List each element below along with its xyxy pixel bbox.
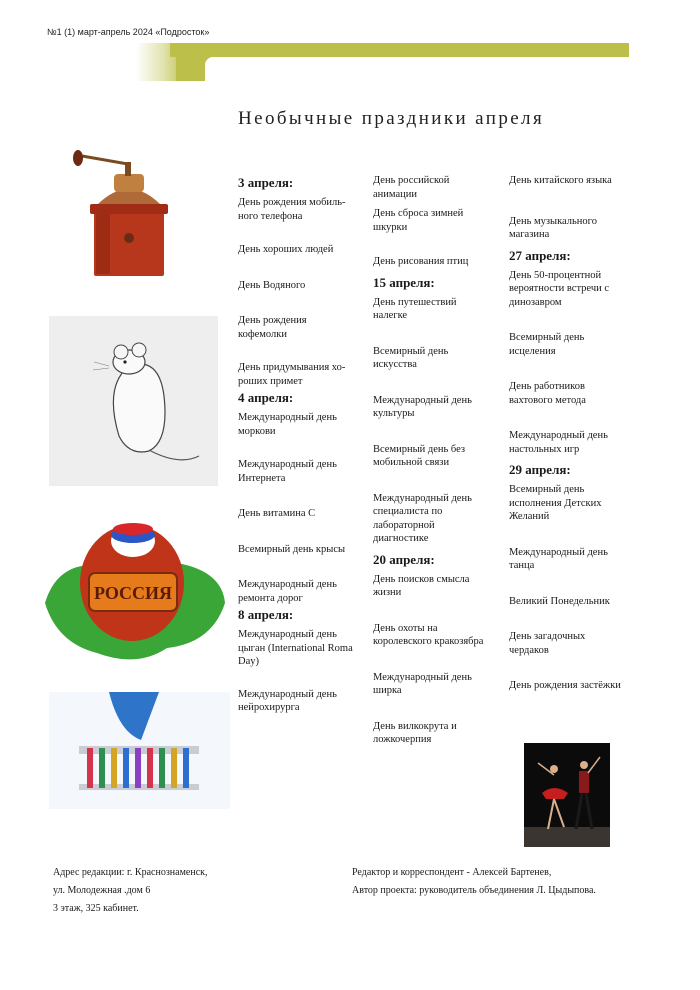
holiday-item: День сброса зимней шкурки: [373, 208, 464, 233]
holiday-item: День работников вахтового метода: [509, 381, 586, 406]
holiday-item: День рисования птиц: [373, 256, 469, 267]
holiday-item: День хороших людей: [238, 244, 334, 255]
address-line: ул. Молодежная .дом 6: [53, 885, 151, 896]
holiday-item: День придумывания хо- роших примет: [238, 362, 346, 387]
holiday-item: Международный день танца: [509, 546, 608, 571]
header-band-fade: [136, 43, 176, 81]
bear-banner-text: РОССИЯ: [93, 583, 173, 603]
holiday-item: День поисков смысла жизни: [373, 573, 470, 598]
holiday-item: Международный день ширка: [373, 671, 472, 696]
russia-bear-map-image: [37, 493, 230, 668]
rat-illustration: [49, 316, 218, 486]
date-heading: 3 апреля:: [238, 175, 294, 190]
page-title: Необычные праздники апреля: [238, 108, 545, 129]
date-heading: 20 апреля:: [373, 551, 435, 567]
holiday-item: Всемирный день исцеления: [509, 332, 585, 357]
holiday-item: Всемирный день искусства: [373, 345, 449, 370]
holiday-item: День музыкального магазина: [509, 215, 597, 240]
holiday-column-1: [238, 175, 356, 715]
credits-line: Редактор и корреспондент - Алексей Бартенев,: [352, 867, 552, 878]
holiday-item: День путешествий налегке: [373, 296, 457, 321]
holiday-item: Международный день моркови: [238, 412, 337, 437]
editorial-address: [53, 864, 208, 918]
holiday-column-2: [373, 174, 491, 747]
header-band: [170, 43, 629, 57]
holiday-item: День рождения мобиль- ного телефона: [238, 197, 346, 222]
holiday-item: День охоты на королевского кракозябра: [373, 622, 484, 647]
editorial-credits: [352, 864, 596, 900]
holiday-item: День 50-процентной вероятности встречи с динозавром: [509, 269, 610, 308]
holiday-item: День Водяного: [238, 279, 306, 291]
holiday-item: День вилкокрута и ложкочерпия: [373, 720, 457, 745]
holiday-item: День китайского языка: [509, 175, 612, 186]
issue-label: №1 (1) март-апрель 2024 «Подросток»: [47, 27, 210, 37]
holiday-item: Международный день Интернета: [238, 459, 337, 484]
holiday-item: Международный день культуры: [373, 394, 472, 419]
header-band-notch: [205, 57, 629, 81]
holiday-item: Международный день настольных игр: [509, 430, 608, 455]
holiday-item: Международный день нейрохирурга: [238, 688, 337, 713]
lab-test-tubes-image: [49, 692, 230, 809]
holiday-item: День рождения кофемолки: [238, 315, 307, 340]
date-heading: 8 апреля:: [238, 607, 294, 622]
holiday-item: Всемирный день крысы: [238, 543, 346, 555]
coffee-grinder-image: [68, 148, 188, 284]
credits-line: Автор проекта: руководитель объединения Л. Цыдыпова.: [352, 885, 596, 896]
holiday-item: День рождения застёжки: [509, 680, 621, 691]
holiday-item: Международный день ремонта дорог: [238, 579, 337, 604]
holiday-item: День российской анимации: [373, 175, 450, 200]
holiday-item: Международный день цыган (International Roma Day): [238, 629, 353, 667]
holiday-item: Великий Понедельник: [509, 595, 610, 607]
date-heading: 29 апреля:: [509, 462, 571, 477]
address-line: 3 этаж, 325 кабинет.: [53, 903, 139, 914]
holiday-column-3: [509, 174, 629, 693]
address-line: Адрес редакции: г. Краснознаменск,: [53, 867, 208, 878]
holiday-item: Всемирный день без мобильной связи: [373, 443, 466, 468]
ballet-dancers-image: [524, 743, 610, 847]
date-heading: 15 апреля:: [373, 274, 435, 290]
holiday-item: День загадочных чердаков: [509, 631, 586, 656]
holiday-item: Всемирный день исполнения Детских Желаний: [509, 484, 602, 522]
date-heading: 27 апреля:: [509, 247, 571, 263]
date-heading: 4 апреля:: [238, 390, 294, 405]
holiday-item: День витамина С: [238, 508, 316, 519]
holiday-item: Международный день специалиста по лабораторной диагностике: [373, 492, 472, 544]
